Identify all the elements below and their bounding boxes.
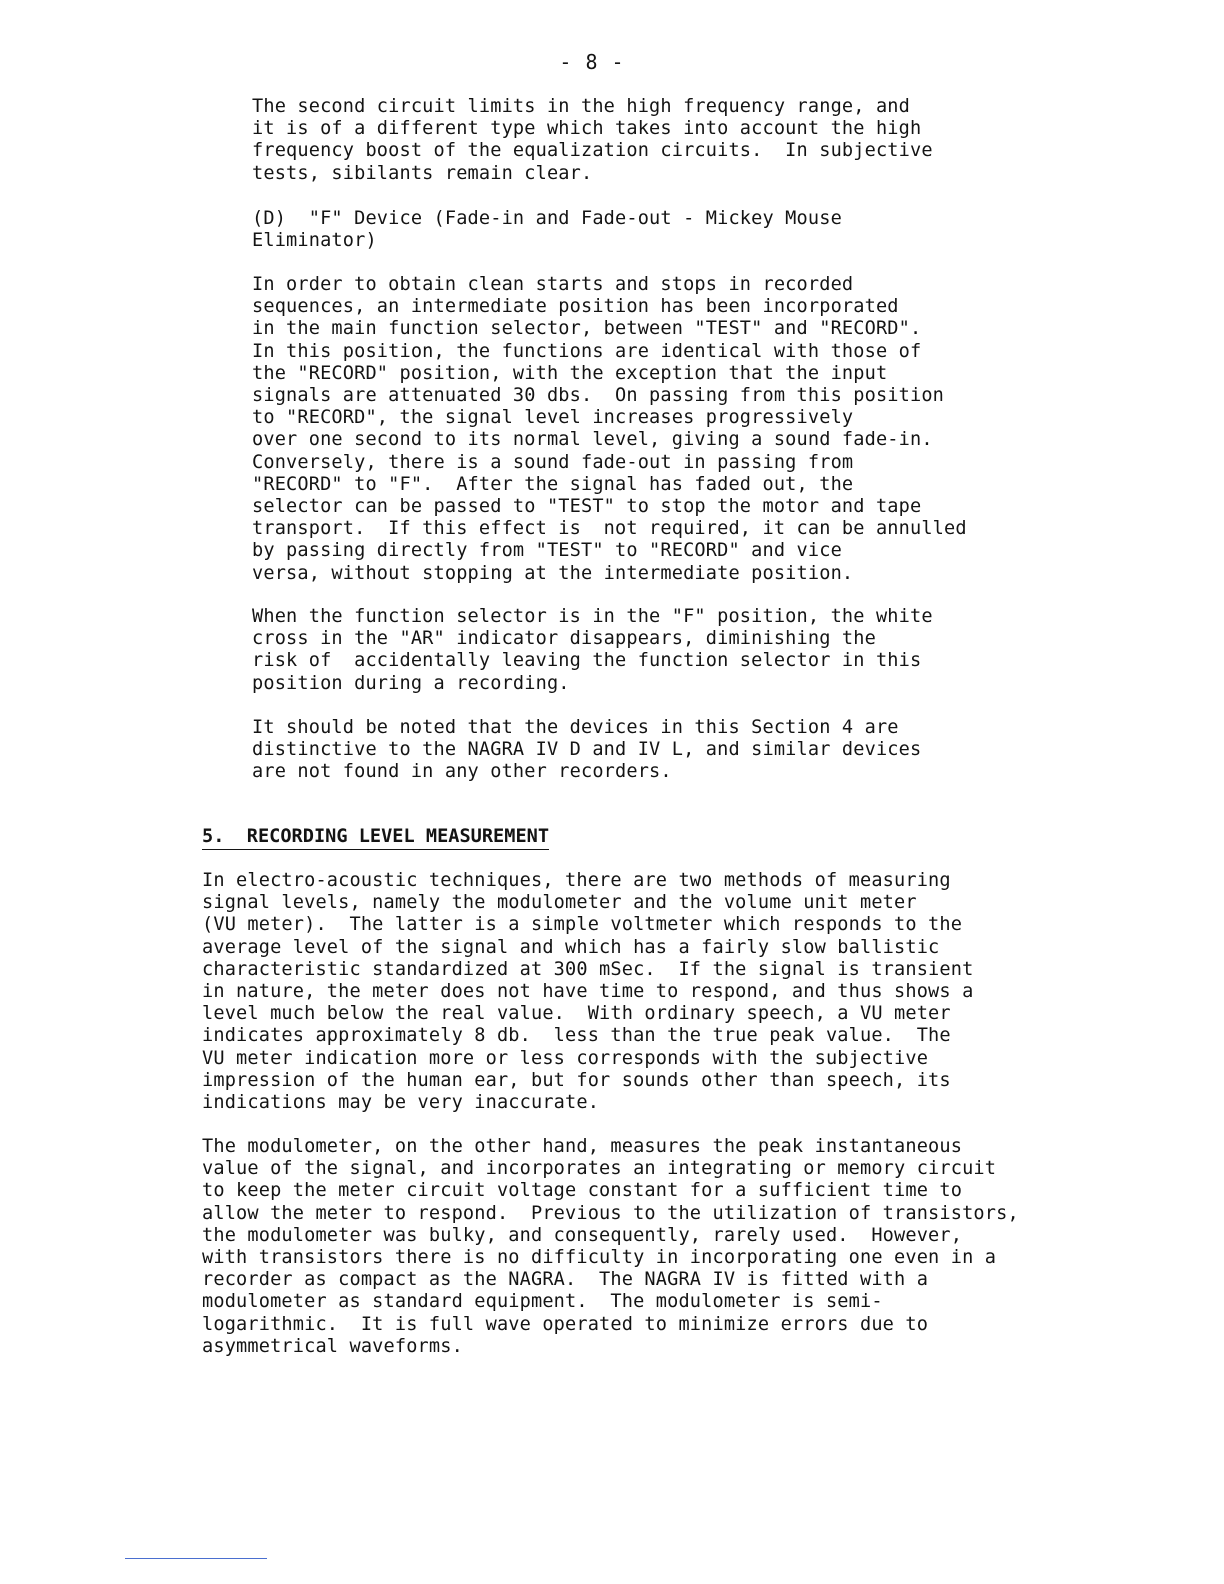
paragraph-vu-meter: In electro-acoustic techniques, there are two methods of measuring signal levels, namely the modulometer and the volume unit meter (VU meter). The latter is a simple voltmeter which responds to the average level of the signal and which has a fairly slow ballistic characteristic standardized at 300 mSec. If the signal is transient in nature, the meter does not have time to respond, and thus shows a level much below the real value. With ordinary speech, a VU meter indicates approximately 8 db. less than the true peak value. The VU meter indication more or less corresponds with the subjective impression of the human ear, but for sounds other than speech, its indications may be very inaccurate.	[202, 870, 974, 1114]
paragraph-modulometer: The modulometer, on the other hand, measures the peak instantaneous value of the signal, and incorporates an integrating or memory circuit to keep the meter circuit voltage constant for a sufficient time to allow the meter to respond. Previous to the utilization of transistors, the modulometer was bulky, and consequently, rarely used. However, with transistors there is no difficulty in incorporating one even in a recorder as compact as the NAGRA. The NAGRA IV is fitted with a modulometer as standard equipment. The modulometer is semi- logarithmic. It is full wave operated to minimize errors due to asymmetrical waveforms.	[202, 1136, 1019, 1357]
subheading-f-device: (D) "F" Device (Fade-in and Fade-out - Mickey Mouse Eliminator)	[252, 208, 842, 252]
footnote-rule	[125, 1558, 267, 1559]
paragraph-fade-in-fade-out: In order to obtain clean starts and stops in recorded sequences, an intermediate position has been incorporated in the main function selector, between "TEST" and "RECORD". In this position, the functions are identical with those of the "RECORD" position, with the exception that the input signals are attenuated 30 dbs. On passing from this position to "RECORD", the signal level increases progressively over one second to its normal level, giving a sound fade-in. Conversely, there is a sound fade-out in passing from "RECORD" to "F". After the signal has faded out, the selector can be passed to "TEST" to stop the motor and tape transport. If this effect is not required, it can be annulled by passing directly from "TEST" to "RECORD" and vice versa, without stopping at the intermediate position.	[252, 274, 967, 584]
paragraph-ar-indicator: When the function selector is in the "F" position, the white cross in the "AR" indicator disappears, diminishing the risk of accidentally leaving the function selector in this position during a recording.	[252, 606, 933, 694]
section-heading-recording-level: 5. RECORDING LEVEL MEASUREMENT	[202, 826, 549, 850]
paragraph-high-frequency-limiter: The second circuit limits in the high frequency range, and it is of a different type which takes into account the high frequency boost of the equalization circuits. In subjective tests, sibilants remain clear.	[252, 96, 933, 184]
paragraph-section-4-note: It should be noted that the devices in this Section 4 are distinctive to the NAGRA IV D and IV L, and similar devices are not found in any other recorders.	[252, 717, 922, 783]
page-number: - 8 -	[559, 50, 625, 74]
